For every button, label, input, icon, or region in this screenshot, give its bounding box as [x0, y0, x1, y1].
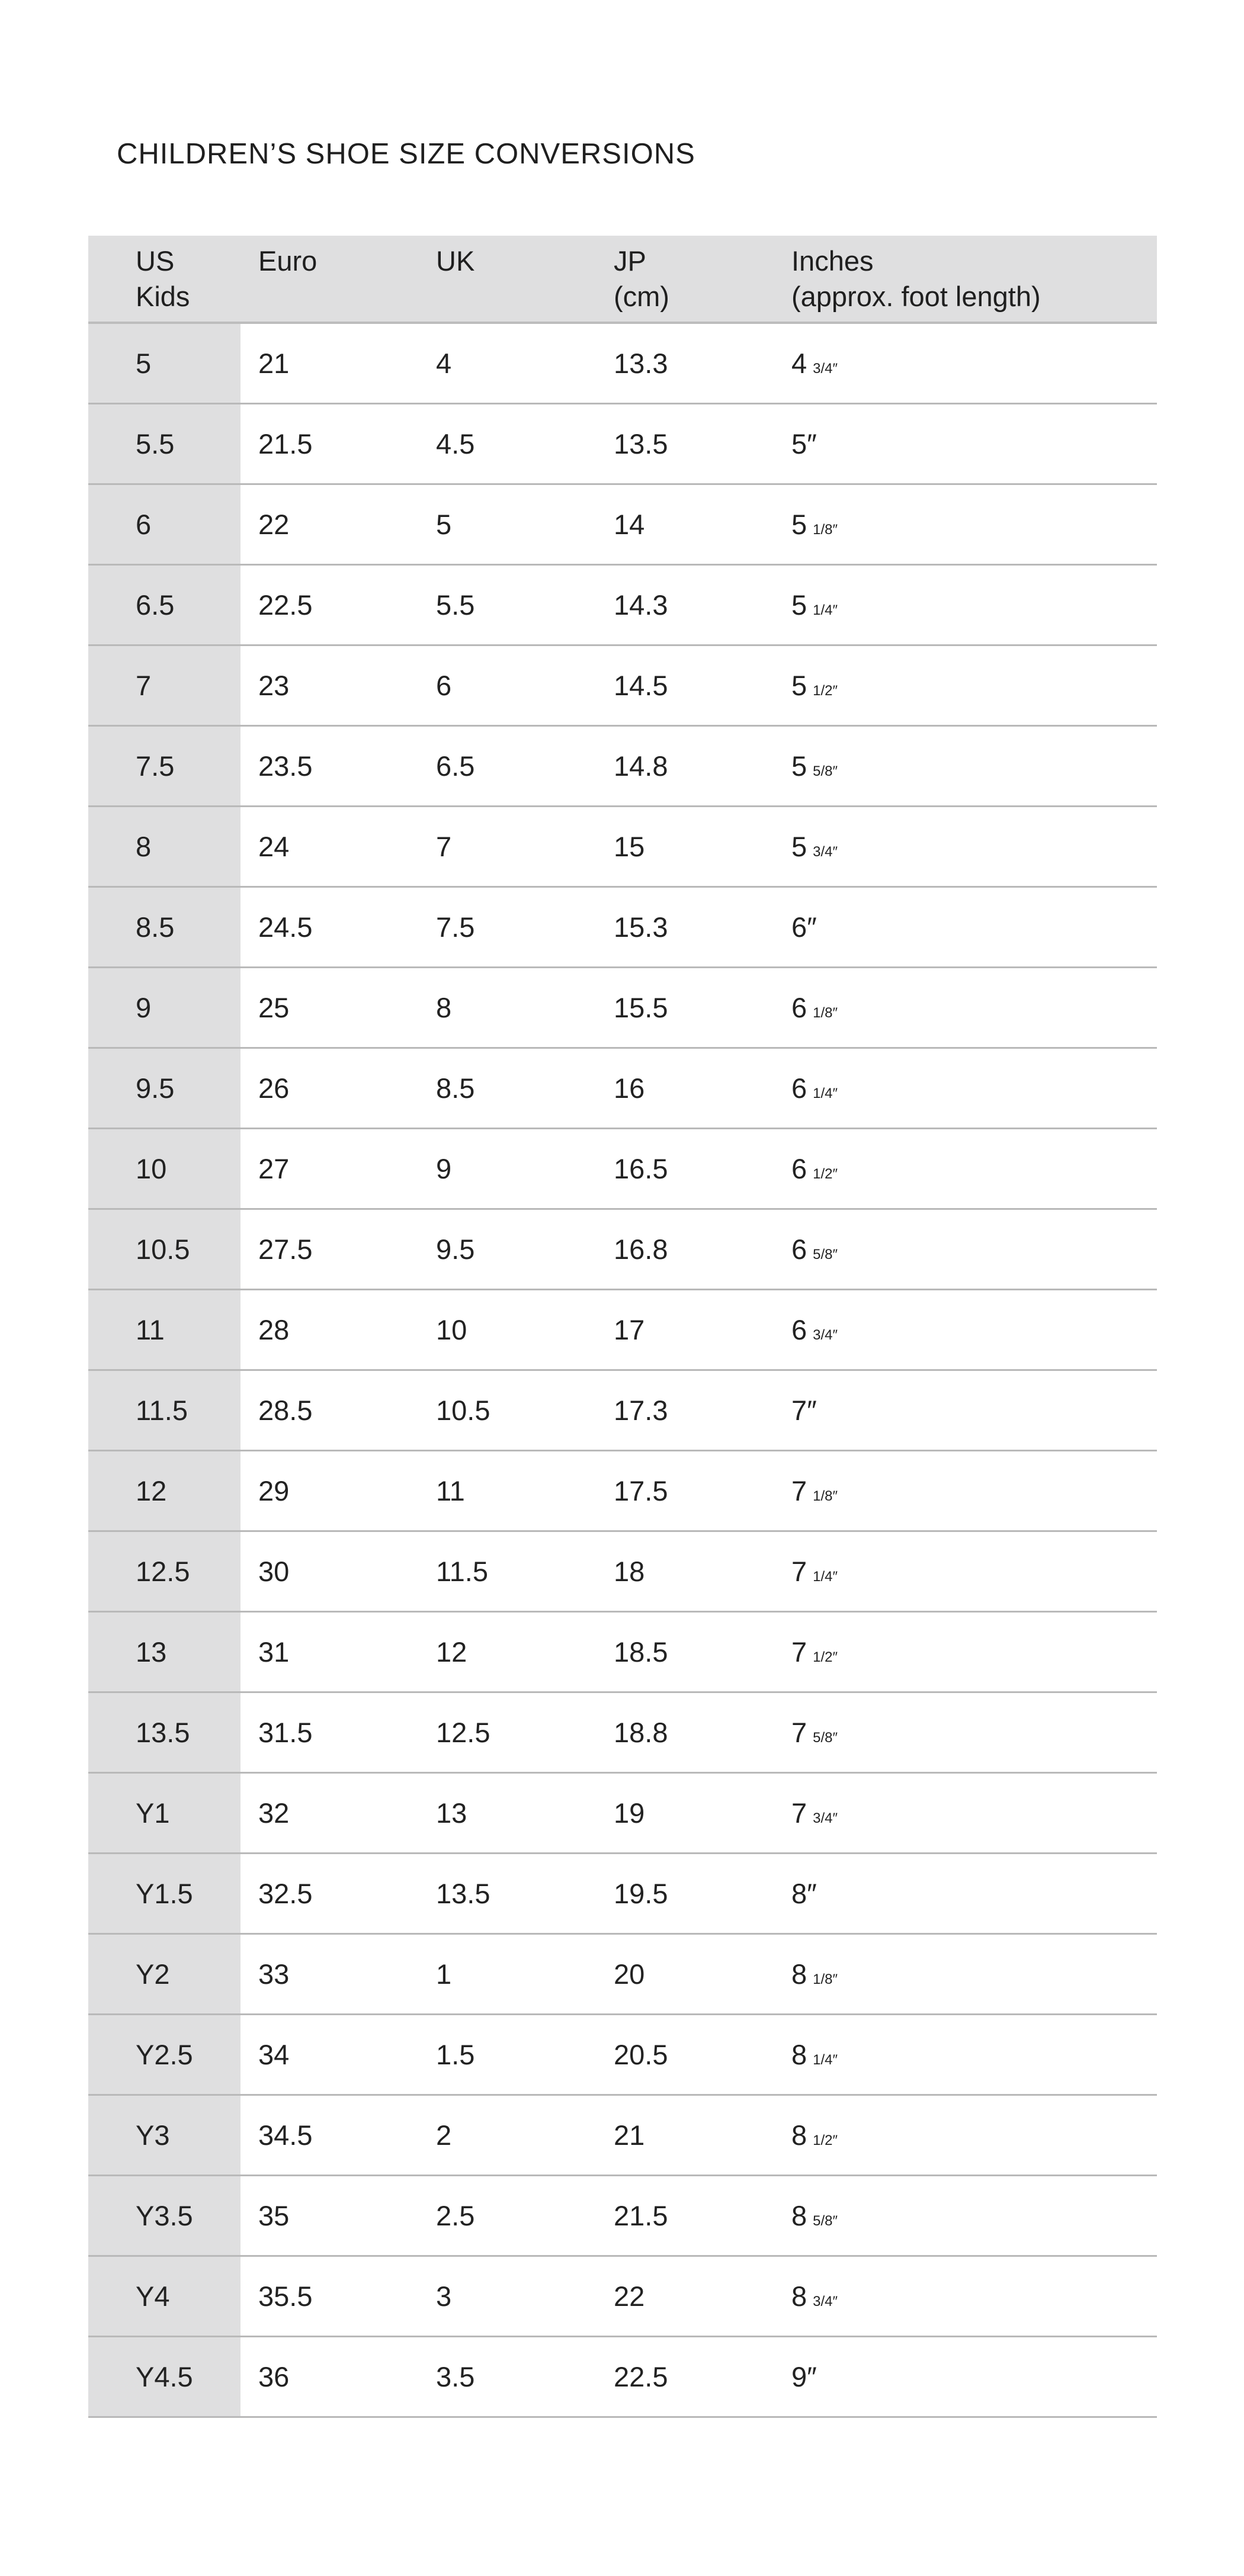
- inches-length-cell: [774, 1531, 1157, 1612]
- inches-fraction: 5/8″: [813, 1247, 838, 1263]
- jp-size-cell: 18: [596, 1531, 774, 1612]
- table-header-row: [88, 236, 1157, 323]
- inches-length-cell: [774, 2337, 1157, 2417]
- table-row: [88, 484, 1157, 565]
- us-kids-size-cell: 10.5: [88, 1209, 241, 1290]
- uk-size-cell: 9.5: [418, 1209, 596, 1290]
- euro-size-cell: 28: [241, 1290, 418, 1370]
- inches-fraction: 1/8″: [813, 1971, 838, 1987]
- inches-whole: 9″: [791, 2361, 817, 2392]
- euro-size-cell: 31.5: [241, 1692, 418, 1773]
- inches-length-cell: [774, 1290, 1157, 1370]
- uk-size-cell: 3: [418, 2256, 596, 2337]
- euro-size-cell: 33: [241, 1934, 418, 2015]
- inches-whole: 7: [791, 1717, 807, 1748]
- inches-fraction: 3/4″: [813, 1327, 838, 1343]
- euro-size-cell: 29: [241, 1451, 418, 1531]
- inches-length-cell: [774, 645, 1157, 726]
- header-jp-line-1: JP: [614, 245, 646, 277]
- uk-size-cell: 2.5: [418, 2176, 596, 2256]
- inches-whole: 7″: [791, 1395, 817, 1426]
- euro-size-cell: 30: [241, 1531, 418, 1612]
- table-row: [88, 726, 1157, 807]
- inches-length-cell: [774, 1451, 1157, 1531]
- inches-whole: 8: [791, 2281, 807, 2312]
- inches-whole: 5: [791, 750, 807, 782]
- jp-size-cell: 18.5: [596, 1612, 774, 1692]
- inches-length-cell: [774, 2176, 1157, 2256]
- inches-whole: 7: [791, 1636, 807, 1668]
- header-uk-line-1: UK: [436, 245, 475, 277]
- us-kids-size-cell: Y3.5: [88, 2176, 241, 2256]
- table-body: [88, 323, 1157, 2417]
- page-title: CHILDREN’S SHOE SIZE CONVERSIONS: [117, 138, 695, 170]
- header-us-line-1: US: [136, 245, 175, 277]
- size-conversion-table: [88, 236, 1157, 2418]
- us-kids-size-cell: 5: [88, 323, 241, 404]
- us-kids-size-cell: Y3: [88, 2095, 241, 2176]
- inches-fraction: 3/4″: [813, 361, 838, 377]
- inches-fraction: 1/4″: [813, 1569, 838, 1585]
- euro-size-cell: 24.5: [241, 887, 418, 968]
- inches-whole: 8: [791, 2039, 807, 2070]
- jp-size-cell: 17: [596, 1290, 774, 1370]
- table-row: [88, 1773, 1157, 1854]
- jp-size-cell: 16: [596, 1048, 774, 1129]
- table-row: [88, 2095, 1157, 2176]
- us-kids-size-cell: Y2.5: [88, 2015, 241, 2095]
- table-row: [88, 1531, 1157, 1612]
- uk-size-cell: 10.5: [418, 1370, 596, 1451]
- inches-whole: 5: [791, 670, 807, 701]
- us-kids-size-cell: 9: [88, 968, 241, 1048]
- inches-length-cell: [774, 1129, 1157, 1209]
- uk-size-cell: 8: [418, 968, 596, 1048]
- table-row: [88, 1934, 1157, 2015]
- euro-size-cell: 32.5: [241, 1854, 418, 1934]
- inches-fraction: 1/4″: [813, 2052, 838, 2068]
- inches-whole: 6: [791, 1314, 807, 1345]
- inches-fraction: 5/8″: [813, 1730, 838, 1746]
- uk-size-cell: 13.5: [418, 1854, 596, 1934]
- inches-length-cell: [774, 1773, 1157, 1854]
- uk-size-cell: 5: [418, 484, 596, 565]
- uk-size-cell: 12.5: [418, 1692, 596, 1773]
- inches-fraction: 1/8″: [813, 1488, 838, 1504]
- us-kids-size-cell: 8: [88, 807, 241, 887]
- header-us-kids: [88, 236, 241, 323]
- table-row: [88, 323, 1157, 404]
- euro-size-cell: 35: [241, 2176, 418, 2256]
- inches-length-cell: [774, 1209, 1157, 1290]
- inches-length-cell: [774, 404, 1157, 484]
- inches-length-cell: [774, 2015, 1157, 2095]
- uk-size-cell: 6.5: [418, 726, 596, 807]
- jp-size-cell: 15.5: [596, 968, 774, 1048]
- jp-size-cell: 14.3: [596, 565, 774, 645]
- inches-length-cell: [774, 1048, 1157, 1129]
- inches-length-cell: [774, 1612, 1157, 1692]
- header-euro-line-1: Euro: [258, 245, 318, 277]
- jp-size-cell: 17.3: [596, 1370, 774, 1451]
- inches-fraction: 1/8″: [813, 1005, 838, 1021]
- us-kids-size-cell: Y1.5: [88, 1854, 241, 1934]
- inches-whole: 6: [791, 1153, 807, 1184]
- inches-length-cell: [774, 484, 1157, 565]
- inches-whole: 5: [791, 831, 807, 862]
- us-kids-size-cell: Y2: [88, 1934, 241, 2015]
- inches-length-cell: [774, 1692, 1157, 1773]
- table-row: [88, 1854, 1157, 1934]
- uk-size-cell: 7: [418, 807, 596, 887]
- inches-whole: 5: [791, 589, 807, 621]
- jp-size-cell: 15: [596, 807, 774, 887]
- us-kids-size-cell: Y1: [88, 1773, 241, 1854]
- inches-whole: 8: [791, 2200, 807, 2231]
- uk-size-cell: 10: [418, 1290, 596, 1370]
- jp-size-cell: 16.8: [596, 1209, 774, 1290]
- inches-whole: 5″: [791, 428, 817, 460]
- table-row: [88, 2015, 1157, 2095]
- uk-size-cell: 7.5: [418, 887, 596, 968]
- table-row: [88, 1209, 1157, 1290]
- jp-size-cell: 15.3: [596, 887, 774, 968]
- euro-size-cell: 21: [241, 323, 418, 404]
- us-kids-size-cell: 13.5: [88, 1692, 241, 1773]
- header-inches-line-2: (approx. foot length): [791, 280, 1041, 312]
- jp-size-cell: 19.5: [596, 1854, 774, 1934]
- us-kids-size-cell: 8.5: [88, 887, 241, 968]
- inches-length-cell: [774, 2256, 1157, 2337]
- jp-size-cell: 14: [596, 484, 774, 565]
- euro-size-cell: 32: [241, 1773, 418, 1854]
- jp-size-cell: 20: [596, 1934, 774, 2015]
- jp-size-cell: 13.3: [596, 323, 774, 404]
- table-row: [88, 968, 1157, 1048]
- inches-whole: 7: [791, 1797, 807, 1829]
- euro-size-cell: 24: [241, 807, 418, 887]
- us-kids-size-cell: 10: [88, 1129, 241, 1209]
- euro-size-cell: 22: [241, 484, 418, 565]
- table-row: [88, 1129, 1157, 1209]
- inches-length-cell: [774, 1370, 1157, 1451]
- us-kids-size-cell: 13: [88, 1612, 241, 1692]
- header-jp-line-2: (cm): [614, 280, 669, 312]
- us-kids-size-cell: 11: [88, 1290, 241, 1370]
- uk-size-cell: 13: [418, 1773, 596, 1854]
- inches-whole: 7: [791, 1475, 807, 1507]
- header-inches-line-1: Inches: [791, 245, 874, 277]
- inches-fraction: 5/8″: [813, 2213, 838, 2229]
- uk-size-cell: 4: [418, 323, 596, 404]
- table-row: [88, 2337, 1157, 2417]
- euro-size-cell: 27.5: [241, 1209, 418, 1290]
- inches-whole: 8: [791, 1958, 807, 1990]
- table-row: [88, 1290, 1157, 1370]
- inches-fraction: 1/4″: [813, 602, 838, 618]
- inches-whole: 6: [791, 1072, 807, 1104]
- table-row: [88, 2176, 1157, 2256]
- inches-length-cell: [774, 323, 1157, 404]
- jp-size-cell: 22.5: [596, 2337, 774, 2417]
- header-us-line-2: Kids: [136, 280, 190, 312]
- table-row: [88, 2256, 1157, 2337]
- inches-fraction: 1/2″: [813, 1166, 838, 1182]
- uk-size-cell: 5.5: [418, 565, 596, 645]
- us-kids-size-cell: Y4: [88, 2256, 241, 2337]
- euro-size-cell: 36: [241, 2337, 418, 2417]
- inches-length-cell: [774, 807, 1157, 887]
- euro-size-cell: 25: [241, 968, 418, 1048]
- inches-fraction: 1/2″: [813, 683, 838, 699]
- header-jp: [596, 236, 774, 323]
- inches-fraction: 1/8″: [813, 522, 838, 538]
- inches-length-cell: [774, 565, 1157, 645]
- jp-size-cell: 14.5: [596, 645, 774, 726]
- table-row: [88, 887, 1157, 968]
- table-row: [88, 1451, 1157, 1531]
- euro-size-cell: 34.5: [241, 2095, 418, 2176]
- euro-size-cell: 34: [241, 2015, 418, 2095]
- us-kids-size-cell: 6.5: [88, 565, 241, 645]
- table-row: [88, 1612, 1157, 1692]
- jp-size-cell: 13.5: [596, 404, 774, 484]
- us-kids-size-cell: 12.5: [88, 1531, 241, 1612]
- euro-size-cell: 26: [241, 1048, 418, 1129]
- inches-length-cell: [774, 726, 1157, 807]
- inches-length-cell: [774, 1934, 1157, 2015]
- uk-size-cell: 11.5: [418, 1531, 596, 1612]
- inches-fraction: 3/4″: [813, 1810, 838, 1826]
- inches-length-cell: [774, 968, 1157, 1048]
- table-row: [88, 1048, 1157, 1129]
- uk-size-cell: 2: [418, 2095, 596, 2176]
- us-kids-size-cell: 12: [88, 1451, 241, 1531]
- euro-size-cell: 21.5: [241, 404, 418, 484]
- euro-size-cell: 27: [241, 1129, 418, 1209]
- uk-size-cell: 1: [418, 1934, 596, 2015]
- jp-size-cell: 22: [596, 2256, 774, 2337]
- inches-whole: 8″: [791, 1878, 817, 1909]
- header-uk: [418, 236, 596, 323]
- uk-size-cell: 9: [418, 1129, 596, 1209]
- table-row: [88, 565, 1157, 645]
- table-row: [88, 404, 1157, 484]
- inches-fraction: 1/2″: [813, 2132, 838, 2148]
- jp-size-cell: 21: [596, 2095, 774, 2176]
- uk-size-cell: 8.5: [418, 1048, 596, 1129]
- table-row: [88, 645, 1157, 726]
- inches-fraction: 3/4″: [813, 2294, 838, 2310]
- inches-fraction: 5/8″: [813, 763, 838, 779]
- us-kids-size-cell: 9.5: [88, 1048, 241, 1129]
- inches-whole: 6: [791, 1234, 807, 1265]
- us-kids-size-cell: 11.5: [88, 1370, 241, 1451]
- uk-size-cell: 3.5: [418, 2337, 596, 2417]
- header-euro: [241, 236, 418, 323]
- inches-length-cell: [774, 2095, 1157, 2176]
- euro-size-cell: 22.5: [241, 565, 418, 645]
- jp-size-cell: 18.8: [596, 1692, 774, 1773]
- uk-size-cell: 6: [418, 645, 596, 726]
- jp-size-cell: 14.8: [596, 726, 774, 807]
- inches-fraction: 1/2″: [813, 1649, 838, 1665]
- inches-whole: 7: [791, 1556, 807, 1587]
- table-row: [88, 1370, 1157, 1451]
- jp-size-cell: 20.5: [596, 2015, 774, 2095]
- table-row: [88, 1692, 1157, 1773]
- inches-whole: 6: [791, 992, 807, 1023]
- inches-fraction: 1/4″: [813, 1085, 838, 1101]
- jp-size-cell: 16.5: [596, 1129, 774, 1209]
- euro-size-cell: 23.5: [241, 726, 418, 807]
- euro-size-cell: 23: [241, 645, 418, 726]
- jp-size-cell: 21.5: [596, 2176, 774, 2256]
- inches-fraction: 3/4″: [813, 844, 838, 860]
- uk-size-cell: 1.5: [418, 2015, 596, 2095]
- jp-size-cell: 17.5: [596, 1451, 774, 1531]
- jp-size-cell: 19: [596, 1773, 774, 1854]
- euro-size-cell: 35.5: [241, 2256, 418, 2337]
- us-kids-size-cell: 5.5: [88, 404, 241, 484]
- inches-length-cell: [774, 887, 1157, 968]
- us-kids-size-cell: 6: [88, 484, 241, 565]
- inches-whole: 5: [791, 509, 807, 540]
- table-row: [88, 807, 1157, 887]
- inches-whole: 8: [791, 2119, 807, 2151]
- inches-whole: 4: [791, 348, 807, 379]
- euro-size-cell: 31: [241, 1612, 418, 1692]
- header-inches: [774, 236, 1157, 323]
- euro-size-cell: 28.5: [241, 1370, 418, 1451]
- inches-length-cell: [774, 1854, 1157, 1934]
- us-kids-size-cell: 7: [88, 645, 241, 726]
- inches-whole: 6″: [791, 911, 817, 943]
- us-kids-size-cell: Y4.5: [88, 2337, 241, 2417]
- uk-size-cell: 11: [418, 1451, 596, 1531]
- uk-size-cell: 4.5: [418, 404, 596, 484]
- uk-size-cell: 12: [418, 1612, 596, 1692]
- us-kids-size-cell: 7.5: [88, 726, 241, 807]
